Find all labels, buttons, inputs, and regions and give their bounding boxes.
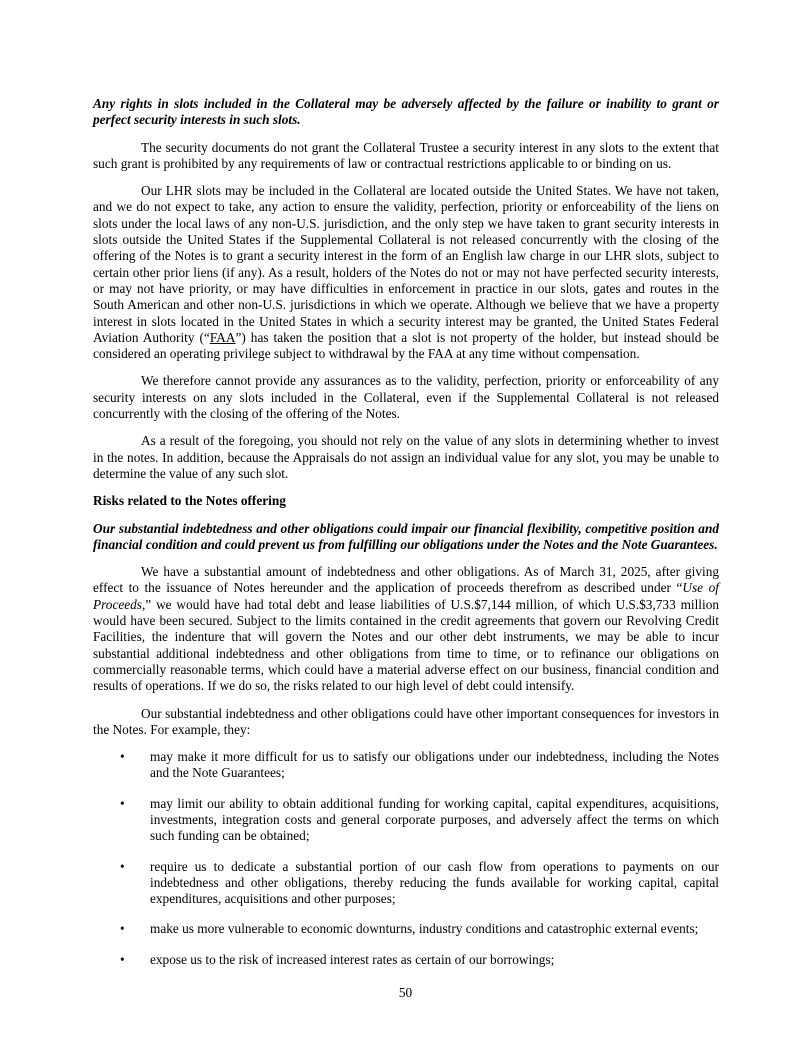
page-number: 50	[398, 985, 413, 1000]
bullet-icon: •	[120, 921, 125, 937]
paragraph-text: ,” we would have had total debt and lease liabilities of U.S.$7,144 million, of which U.S.$3,733 million would have been secured. Subject to the limits contained in the credit agreements that govern our Revolving Credit Facilities, the indenture that will govern the Notes and our other debt instruments, we may be able to incur substantial additional indebtedness and other obligations from time to time, or to refinance our obligations on commercially reasonable terms, which could have a material adverse effect on our business, financial condition and results of operations. If we do so, the risks related to our high level of debt could intensify.	[93, 596, 719, 694]
list-item	[93, 796, 719, 845]
paragraph-text: Our LHR slots may be included in the Collateral are located outside the United States. We have not taken, and we do not expect to take, any action to ensure the validity, perfection, priority or enforceability of the liens on slots under the local laws of any non-U.S. jurisdiction, and the only step we have taken to grant security interests in slots outside the United States if the Supplemental Collateral is not released concurrently with the closing of the offering of the Notes is to grant a security interest in the form of an English law charge in our LHR slots, subject to certain other prior liens (if any). As a result, holders of the Notes do not or may not have perfected security interests, or may not have priority, or may have difficulties in enforcement in practice in our slots, gates and routes in the South American and other non-U.S. jurisdictions in which we operate. Although we believe that we have a property interest in slots located in the United States in which a security interest may be granted, the United States Federal Aviation Authority (“	[93, 183, 719, 345]
paragraph-foregoing: As a result of the foregoing, you should not rely on the value of any slots in determining whether to invest in the notes. In addition, because the Appraisals do not assign an individual value for any slot, you may be unable to determine the value of any such slot.	[93, 433, 719, 481]
list-item	[93, 952, 719, 968]
risk-heading-slots: Any rights in slots included in the Collateral may be adversely affected by the failure or inability to grant or perfect security interests in such slots.	[93, 96, 719, 128]
paragraph-substantial-debt	[93, 564, 719, 694]
list-item-text: require us to dedicate a substantial portion of our cash flow from operations to payments on our indebtedness and other obligations, thereby reducing the funds available for working capital, capital expenditures, acquisitions and other purposes;	[150, 858, 719, 907]
list-item-text: make us more vulnerable to economic downturns, industry conditions and catastrophic external events;	[150, 921, 699, 937]
risk-heading-indebtedness: Our substantial indebtedness and other obligations could impair our financial flexibility, competitive position and financial condition and could prevent us from fulfilling our obligations under the Notes and the Note Guarantees.	[93, 520, 719, 552]
bullet-icon: •	[120, 951, 125, 967]
paragraph-consequences: Our substantial indebtedness and other obligations could have other important consequences for investors in the Notes. For example, they:	[93, 705, 719, 737]
bullet-icon: •	[120, 749, 125, 765]
list-item-text: expose us to the risk of increased interest rates as certain of our borrowings;	[150, 951, 555, 967]
bullet-icon: •	[120, 858, 125, 874]
paragraph-text: We have a substantial amount of indebtedness and other obligations. As of March 31, 2025, after giving effect to the issuance of Notes hereunder and the application of proceeds therefrom as described under “	[93, 564, 719, 596]
document-body	[93, 96, 719, 982]
list-item-text: may make it more difficult for us to satisfy our obligations under our indebtedness, including the Notes and the Note Guarantees;	[150, 749, 719, 781]
paragraph-security-documents: The security documents do not grant the Collateral Trustee a security interest in any slots to the extent that such grant is prohibited by any requirements of law or contractual restrictions applicable to or binding on us.	[93, 139, 719, 171]
section-heading-notes-offering: Risks related to the Notes offering	[93, 493, 286, 509]
list-item	[93, 749, 719, 782]
list-item-text: may limit our ability to obtain additional funding for working capital, capital expenditures, acquisitions, investments, integration costs and general corporate purposes, and adversely affect the terms on which such funding can be obtained;	[150, 795, 719, 844]
use-of-proceeds-reference: Use of Proceeds	[93, 580, 719, 612]
paragraph-lhr-slots	[93, 183, 719, 362]
faa-defined-term: FAA	[209, 329, 236, 345]
list-item	[93, 859, 719, 908]
bullet-icon: •	[120, 795, 125, 811]
list-item	[93, 921, 719, 937]
paragraph-text: ”) has taken the position that a slot is not property of the holder, but instead should be considered an operating privilege subject to withdrawal by the FAA at any time without compensation.	[93, 329, 719, 362]
consequences-bullet-list	[93, 749, 719, 968]
paragraph-no-assurances: We therefore cannot provide any assurances as to the validity, perfection, priority or enforceability of any security interests on any slots included in the Collateral, even if the Supplemental Collateral is not released concurrently with the closing of the offering of the Notes.	[93, 373, 719, 422]
